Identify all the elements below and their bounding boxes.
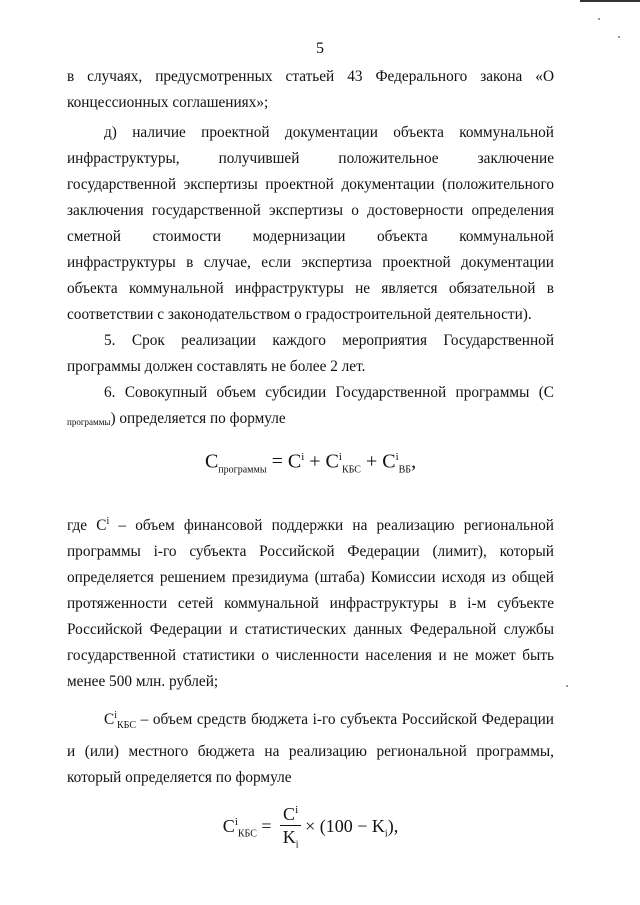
formula-superscript: i [338, 451, 342, 463]
text-fragment: – объем финансовой поддержки на реализацию региональной программы i-го субъекта Российской Федерации (лимит), который определяется решением президиума (штаба) Комиссии исходя из общей протяженности сетей коммунальной инфраструктуры в i-м субъекте Российской Федерации и статистических данных Федеральной службы государственной статистики о численности населения и не может быть менее 500 млн. рублей; [67, 516, 554, 690]
page-number: 5 [316, 40, 324, 57]
formula-subscript: КБС [237, 828, 257, 840]
formula-expression: × (100 − K [305, 815, 385, 836]
formula-equals: = [266, 450, 288, 473]
subscript-programmy: программы [67, 417, 111, 427]
paragraph-ckbs-definition [67, 703, 554, 791]
formula-subscript: ВБ [398, 464, 412, 476]
formula-tail: ), [387, 815, 399, 836]
formula-plus: + [360, 450, 383, 473]
formula-subscript: программы [218, 464, 267, 476]
scan-speck [598, 18, 600, 20]
text-fragment: где С [67, 516, 107, 534]
formula-fraction [280, 799, 301, 857]
document-body [67, 64, 554, 856]
formula-superscript: i [295, 803, 299, 816]
fraction-denominator [280, 826, 301, 857]
formula-total-subsidy [67, 445, 554, 483]
superscript-i: i [114, 709, 117, 721]
formula-symbol: C [382, 450, 396, 473]
paragraph-ci-definition [67, 509, 554, 695]
formula-equals: = [256, 815, 277, 836]
scan-speck [566, 685, 568, 687]
text-fragment: 6. Совокупный объем субсидии Государственной программы (С [104, 384, 554, 401]
text-fragment: C [104, 710, 115, 728]
subscript-kbs: КБС [116, 719, 136, 731]
formula-subscript: i [295, 839, 299, 851]
formula-comma: , [411, 450, 417, 473]
formula-ckbs [67, 799, 554, 857]
formula-plus: + [304, 450, 326, 473]
paragraph-6-total-volume [67, 380, 554, 435]
paragraph-d-project-docs: д) наличие проектной документации объекта коммунальной инфраструктуры, получившей положительное заключение государственной экспертизы проектной документации (положительного заключения государственной экспертизы о достоверности определения сметной стоимости модернизации объекта коммунальной инфраструктуры в случае, если экспертиза проектной документации объекта коммунальной инфраструктуры не является обязательной в соответствии с законодательством о градостроительной деятельности). [67, 124, 554, 323]
formula-symbol: C [283, 803, 296, 824]
scan-speck [618, 36, 620, 38]
superscript-i: i [106, 515, 110, 527]
formula-symbol: C [287, 450, 302, 473]
text-fragment: ) определяется по формуле [110, 410, 286, 427]
formula-subscript: КБС [341, 464, 361, 476]
formula-symbol: C [325, 450, 339, 473]
fraction-numerator [280, 799, 301, 826]
formula-symbol: C [222, 815, 235, 836]
scan-edge-mark [580, 0, 640, 14]
text-fragment: – объем средств бюджета i-го субъекта Российской Федерации и (или) местного бюджета на реализацию региональной программы, который определяется по формуле [67, 710, 554, 786]
formula-symbol: K [282, 826, 296, 847]
paragraph-5-term: 5. Срок реализации каждого мероприятия Государственной программы должен составлять не более 2 лет. [67, 332, 554, 375]
formula-symbol: C [204, 450, 219, 473]
formula-superscript: i [234, 815, 238, 828]
formula-superscript: i [301, 451, 305, 463]
formula-subscript: i [384, 828, 388, 840]
formula-superscript: i [395, 451, 399, 463]
paragraph-concession-cases: в случаях, предусмотренных статьей 43 Федерального закона «О концессионных соглашениях»; [67, 68, 554, 111]
